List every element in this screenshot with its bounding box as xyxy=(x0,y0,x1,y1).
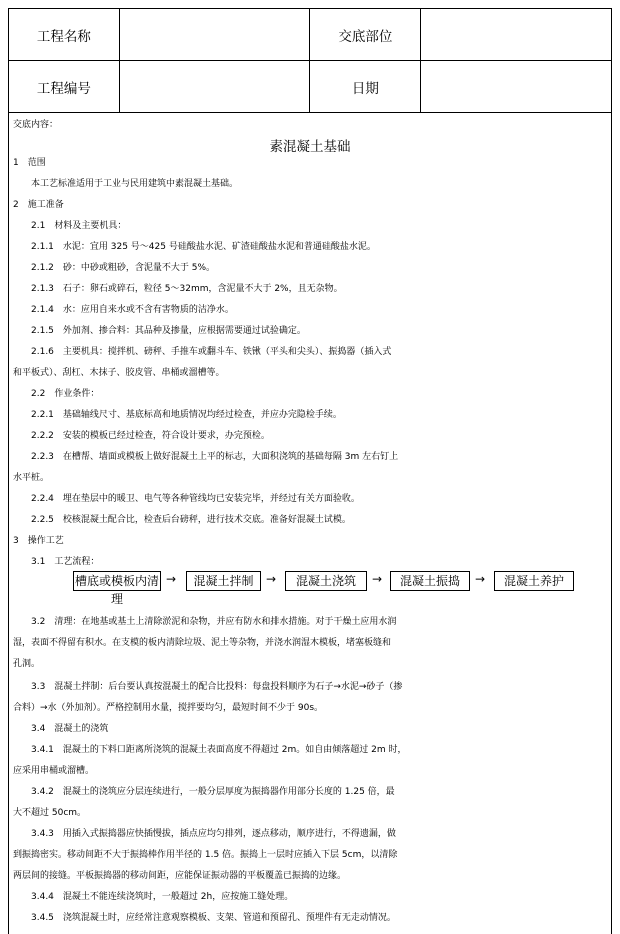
text-line: 2.2.3 在槽帮、墙面或模板上做好混凝土上平的标志，大面积浇筑的基础每隔 3m 左右钉上 xyxy=(13,452,399,462)
project-name-value[interactable] xyxy=(119,9,310,61)
text-line: 2.1.6 主要机具：搅拌机、磅秤、手推车或翻斗车、铁锹（平头和尖头）、振捣器（插入式 xyxy=(13,347,392,357)
text-line: 3.4.4 混凝土不能连续浇筑时，一般超过 2h，应按施工缝处理。 xyxy=(13,892,294,902)
text-line: 2.1.3 石子：卵石或碎石，粒径 5～32mm，含泥量不大于 2%，且无杂物。 xyxy=(13,284,343,294)
text-line: 3.4.5 浇筑混凝土时，应经常注意观察模板、支架、管道和预留孔、预埋件有无走动情况。 xyxy=(13,913,396,923)
project-no-value[interactable] xyxy=(119,61,310,113)
header-table xyxy=(8,8,612,113)
project-no-label: 工程编号 xyxy=(9,61,120,113)
text-line: 3.4.2 混凝土的浇筑应分层连续进行，一般分层厚度为振捣器作用部分长度的 1.25 倍，最 xyxy=(13,787,395,797)
text-line: 2.1.5 外加剂、掺合料：其品种及掺量，应根据需要通过试验确定。 xyxy=(13,326,306,336)
flow-step: 混凝土振捣 xyxy=(390,571,470,591)
text-line: 1 范围 xyxy=(13,158,46,168)
handover-part-value[interactable] xyxy=(421,9,612,61)
text-line: 应采用串桶或溜槽。 xyxy=(13,766,95,776)
text-line: 2.2.2 安装的模板已经过检查，符合设计要求，办完预检。 xyxy=(13,431,270,441)
text-line: 两层间的接缝。平板振捣器的移动间距，应能保证振动器的平板覆盖已振捣的边缘。 xyxy=(13,871,347,881)
text-line: 3.4 混凝土的浇筑 xyxy=(13,724,109,734)
text-line: 3.4.3 用插入式振捣器应快插慢拔，插点应均匀排列，逐点移动，顺序进行，不得遗漏，做 xyxy=(13,829,396,839)
text-line: 2 施工准备 xyxy=(13,200,64,210)
text-line: 2.1.4 水：应用自来水或不含有害物质的洁净水。 xyxy=(13,305,234,315)
text-line: 2.1.1 水泥：宜用 325 号～425 号硅酸盐水泥、矿渣硅酸盐水泥和普通硅酸盐水泥。 xyxy=(13,242,376,252)
handover-part-label: 交底部位 xyxy=(310,9,421,61)
text-line: 3.1 工艺流程： xyxy=(13,557,100,567)
text-line: 水平桩。 xyxy=(13,473,50,483)
process-flow xyxy=(0,571,620,606)
text-line: 和平板式）、刮杠、木抹子、胶皮管、串桶或溜槽等。 xyxy=(13,368,225,378)
text-line: 2.2.5 校核混凝土配合比，检查后台磅秤，进行技术交底。准备好混凝土试模。 xyxy=(13,515,351,525)
text-line: 大不超过 50cm。 xyxy=(13,808,87,818)
text-line: 2.2 作业条件： xyxy=(13,389,100,399)
content-heading: 交底内容： xyxy=(13,120,59,130)
text-line: 湿，表面不得留有积水。在支模的板内清除垃圾、泥土等杂物，并浇水润湿木模板，堵塞板缝和 xyxy=(13,638,392,648)
flow-step: 混凝土养护 xyxy=(494,571,574,591)
text-line: 3.3 混凝土拌制：后台要认真按混凝土的配合比投料：每盘投料顺序为石子→水泥→砂子（掺 xyxy=(13,682,403,692)
flow-step: 混凝土拌制 xyxy=(186,571,261,591)
text-line: 到振捣密实。移动间距不大于振捣棒作用半径的 1.5 倍。振捣上一层时应插入下层 5cm，以清除 xyxy=(13,850,398,860)
text-line: 2.2.1 基础轴线尺寸、基底标高和地质情况均经过检查，并应办完隐检手续。 xyxy=(13,410,342,420)
flow-arrow: → xyxy=(266,572,277,586)
document-title: 素混凝土基础 xyxy=(269,139,351,155)
flow-step: 混凝土浇筑 xyxy=(285,571,367,591)
text-line: 3.4.1 混凝土的下料口距离所浇筑的混凝土表面高度不得超过 2m。如自由倾落超过 2m 时， xyxy=(13,745,407,755)
text-line: 2.2.4 埋在垫层中的暖卫、电气等各种管线均已安装完毕，并经过有关方面验收。 xyxy=(13,494,360,504)
text-line: 合料）→水（外加剂）。严格控制用水量，搅拌要均匀，最短时间不少于 90s。 xyxy=(13,703,324,713)
text-line: 2.1.2 砂：中砂或粗砂，含泥量不大于 5%。 xyxy=(13,263,216,273)
text-line: 3.2 清理：在地基或基土上清除淤泥和杂物，并应有防水和排水措施。对于干燥土应用水润 xyxy=(13,617,397,627)
text-line: 本工艺标准适用于工业与民用建筑中素混凝土基础。 xyxy=(13,179,239,189)
project-name-label: 工程名称 xyxy=(9,9,120,61)
flow-arrow: → xyxy=(475,572,486,586)
text-line: 3 操作工艺 xyxy=(13,536,64,546)
text-line: 2.1 材料及主要机具： xyxy=(13,221,127,231)
flow-step: 槽底或模板内清理 xyxy=(73,571,161,591)
flow-arrow: → xyxy=(166,572,177,586)
date-label: 日期 xyxy=(310,61,421,113)
flow-arrow: → xyxy=(372,572,383,586)
date-value[interactable] xyxy=(421,61,612,113)
text-line: 孔洞。 xyxy=(13,659,41,669)
